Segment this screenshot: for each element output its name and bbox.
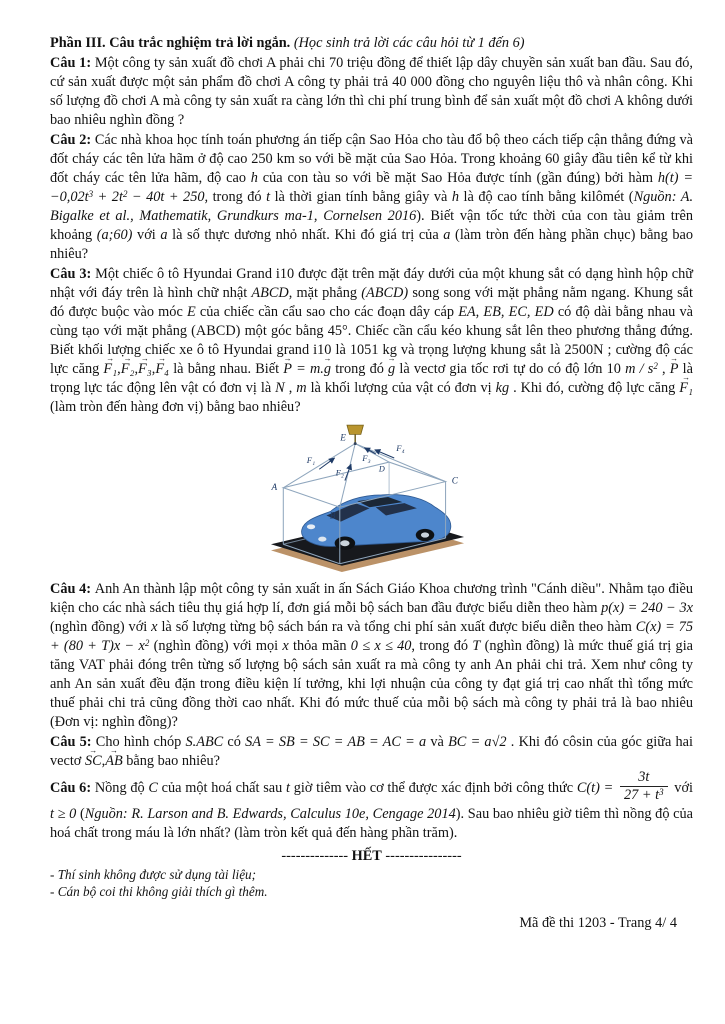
section-header: Phần III. Câu trắc nghiệm trả lời ngắn. (Học sinh trả lời các câu hỏi từ 1 đến 6) [50, 35, 525, 51]
question-3: Câu 3: Một chiếc ô tô Hyundai Grand i10 được đặt trên mặt đáy dưới của một khung sắt có dạng hình hộp chữ nhật với đáy trên là hình chữ nhật ABCD, mặt phẳng (ABCD) song song với mặt phẳng nằm ngang. Khung sắt đó được buộc vào móc E của chiếc cần cẩu sao cho các đoạn dây cáp EA, EB, EC, ED có độ dài bằng nhau và cùng tạo với mặt phẳng (ABCD) một góc bằng 45°. Chiếc cần cẩu kéo khung sắt lên theo phương thẳng đứng. Biết khối lượng chiếc xe ô tô Hyundai grand i10 là 1051 kg và trọng lượng khung sắt là 2500N ; cường độ các lực căng → F₁,→ F₂,→ F₃,→ F₄ là bằng nhau. Biết → P = m.→ g trong đó → g là vectơ gia tốc rơi tự do có độ lớn 10 m / $s^2$ , → P là trọng lực tác động lên vật có đơn vị là N , m là khối lượng của vật có đơn vị kg . Khi đó, cường độ lực căng → F₁ (làm tròn đến hàng đơn vị) bằng bao nhiêu? [50, 265, 693, 417]
car-front-hub [340, 540, 349, 546]
question-6: Câu 6: Nồng độ C của một hoá chất sau t giờ tiêm vào cơ thể được xác định bởi công thức C(t) = $\frac{3t}{27 + t^3}$ với t ≥ 0 (Nguồn: R. Larson and B. Edwards, Calculus 10e, Cengage 2014). Sau bao nhiêu giờ tiêm thì nồng độ của hoá chất trong máu là lớn nhất? (làm tròn kết quả đến hàng phần trăm). [50, 769, 693, 841]
car-illustration [301, 495, 450, 550]
label-C: C [451, 475, 458, 486]
car-rear-hub [420, 532, 428, 537]
label-F3: F₃ [361, 453, 371, 464]
crane-hook-icon [346, 425, 362, 445]
question-5: Câu 5: Cho hình chóp S.ABC có SA = SB = SC = AB = AC = a và BC = a√2 . Khi đó côsin của góc giữa hai vectơ → SC,→ AB bằng bao nhiêu? [50, 733, 693, 771]
label-F2: F₂ [335, 467, 344, 478]
end-marker: -------------- HẾT ---------------- [281, 848, 462, 864]
label-D: D [378, 464, 385, 474]
car-foglight [318, 537, 326, 542]
exam-code-page-number: Mã đề thi 1203 - Trang 4/ 4 [519, 915, 677, 931]
crane-car-figure [261, 421, 511, 578]
label-E: E [339, 432, 346, 443]
note-materials: - Thí sinh không được sử dụng tài liệu; [50, 867, 257, 882]
crane-car-illustration [261, 421, 511, 573]
label-F4: F₄ [395, 442, 405, 453]
note-proctor: - Cán bộ coi thi không giải thích gì thêm. [50, 884, 268, 899]
question-4: Câu 4: Anh An thành lập một công ty sản xuất in ấn Sách Giáo Khoa chương trình "Cánh diều". Nhằm tạo điều kiện cho các nhà sách tiêu thụ giá hợp lí, đơn giá mỗi bộ sách ban đầu được biểu diễn theo hàm p(x) = 240 − 3x (nghìn đồng) với x là số lượng từng bộ sách bán ra và tổng chi phí sản xuất được biểu diễn theo hàm $C(x) = 75 + (80 + T)x - x^2$ (nghìn đồng) với mọi x thỏa mãn 0 ≤ x ≤ 40, trong đó T (nghìn đồng) là mức thuế giá trị gia tăng VAT phải đóng trên từng số lượng bộ sách sản xuất ra mà công ty anh An phải chi trả. Xem như công ty anh An sản xuất đều đặn trong điều kiện lí tưởng, khi lợi nhuận của công ty đạt giá trị cao nhất thì tổng mức thuế phải chi trả cũng đồng thời cao nhất. Khi đó mức thuế của mỗi bộ sách mà công ty phải trả là bao nhiêu (Đơn vị: nghìn đồng)? [50, 581, 694, 730]
label-A: A [270, 481, 277, 492]
question-1: Câu 1: Một công ty sản xuất đồ chơi A phải chi 70 triệu đồng để thiết lập dây chuyền sản xuất ban đầu. Sau đó, cứ sản xuất được một sản phẩm đồ chơi A công ty phải trả 40 000 đồng cho nguyên liệu thô và nhân công. Khi số lượng đồ chơi A mà công ty sản xuất ra càng lớn thì chi phí trung bình để sản xuất một đồ chơi A không dưới bao nhiêu nghìn đồng ? [50, 55, 693, 128]
label-F1: F₁ [306, 455, 315, 466]
car-headlight [306, 524, 314, 529]
question-2: Câu 2: Các nhà khoa học tính toán phương án tiếp cận Sao Hỏa cho tàu đổ bộ theo cách tiếp cận thẳng đứng và đốt cháy các tên lửa hãm ở độ cao 250 km so với bề mặt của Sao Hỏa. Trong khoảng 60 giây đầu tiên kể từ khi đốt cháy các tên lửa hãm, độ cao h của con tàu so với bề mặt Sao Hỏa được tính (gần đúng) bởi hàm $h(t) = -0,02t^3 + 2t^2 - 40t + 250$, trong đó t là thời gian tính bằng giây và h là độ cao tính bằng kilômét (Nguồn: A. Bigalke et al., Mathematik, Grundkurs ma-1, Cornelsen 2016). Biết vận tốc tức thời của con tàu giảm trên khoảng (a;60) với a là số thực dương nhỏ nhất. Khi đó giá trị của a (làm tròn đến hàng phần chục) bằng bao nhiêu? [50, 132, 694, 262]
label-B: B [329, 510, 335, 521]
